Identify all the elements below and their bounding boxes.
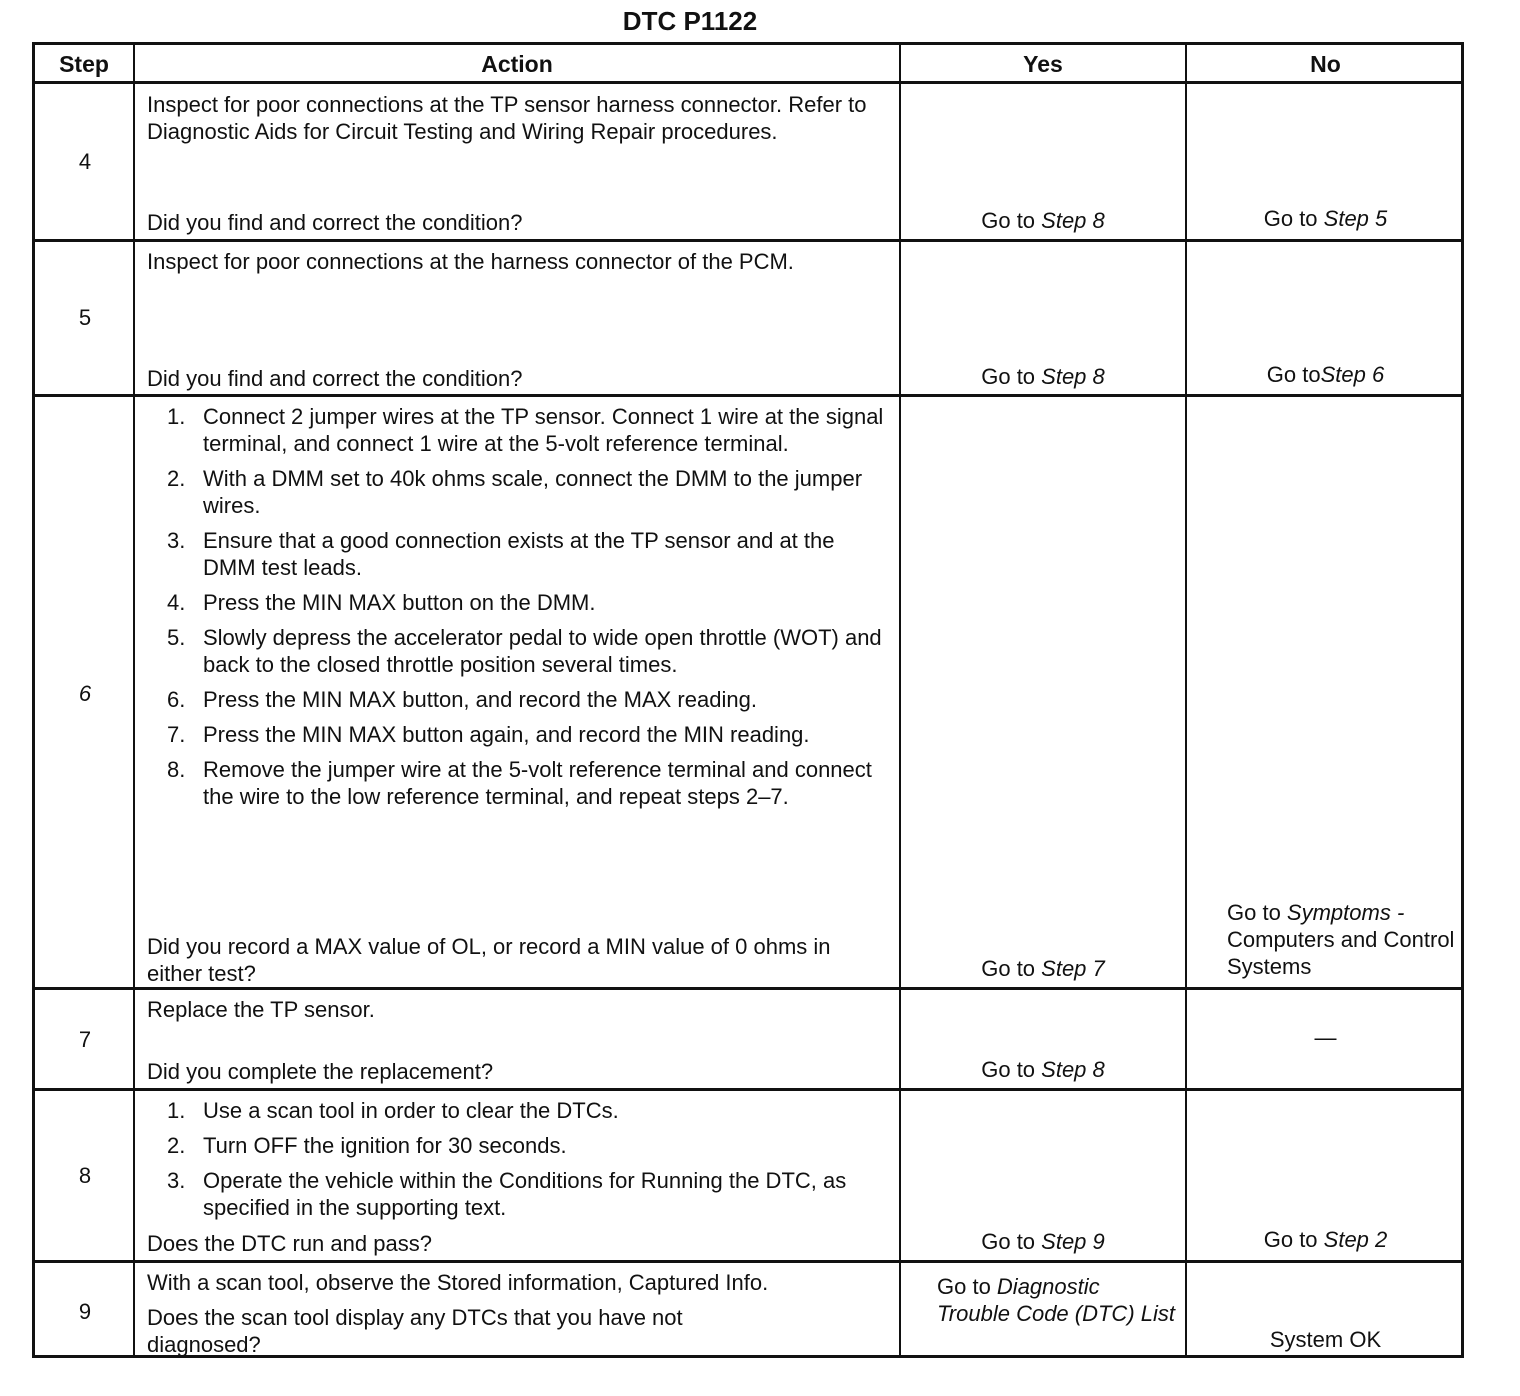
yes-result: Go to Step 9 [981,1229,1105,1254]
yes-result: Go to Step 8 [981,1057,1105,1082]
list-item: 8. Remove the jumper wire at the 5-volt reference terminal and connect the wire to the low reference terminal, and repeat steps 2–7. [167,757,872,809]
list-item: 1. Use a scan tool in order to clear the DTCs. [167,1098,619,1123]
row-divider [35,239,1461,242]
no-result: System OK [1269,1327,1382,1352]
no-result: Go toStep 6 [1266,362,1385,387]
step-number: 7 [78,1027,92,1052]
step-number: 8 [78,1163,92,1188]
yes-result: Go to Step 7 [981,956,1105,981]
row-divider [35,1088,1461,1091]
no-result: Go to Step 2 [1263,1227,1388,1252]
no-result: Go to Symptoms - Computers and Control Systems [1227,900,1455,979]
row-divider [35,1260,1461,1263]
list-item: 5. Slowly depress the accelerator pedal to wide open throttle (WOT) and back to the closed throttle position several times. [167,625,882,677]
yes-result: Go to Step 8 [981,364,1105,389]
header-action: Action [481,50,553,77]
action-question: Did you find and correct the condition? [147,210,523,235]
step-number: 9 [78,1299,92,1324]
header-no: No [1310,50,1341,77]
procedure-list [147,403,892,818]
list-item: 1. Connect 2 jumper wires at the TP sensor. Connect 1 wire at the signal terminal, and connect 1 wire at the 5-volt reference terminal. [167,404,884,456]
yes-result: Go to Step 8 [981,208,1105,233]
header-step: Step [59,50,109,77]
step-number: 4 [78,149,92,174]
page-title: DTC P1122 [622,6,758,36]
row-divider [35,394,1461,397]
action-text: Inspect for poor connections at the TP sensor harness connector. Refer to Diagnostic Aids for Circuit Testing and Wiring Repair procedures. [147,92,867,144]
no-result: Go to Step 5 [1263,206,1388,231]
action-question: Did you complete the replacement? [147,1059,494,1084]
row-divider [35,987,1461,990]
action-text: Inspect for poor connections at the harness connector of the PCM. [147,249,794,274]
list-item: 3. Operate the vehicle within the Conditions for Running the DTC, as specified in the supporting text. [167,1168,847,1220]
action-question: Does the DTC run and pass? [147,1231,432,1256]
action-question: Did you record a MAX value of OL, or record a MIN value of 0 ohms in either test? [147,934,831,986]
list-item: 3. Ensure that a good connection exists at the TP sensor and at the DMM test leads. [167,528,835,580]
list-item: 7. Press the MIN MAX button again, and record the MIN reading. [167,722,810,747]
list-item: 6. Press the MIN MAX button, and record the MAX reading. [167,687,757,712]
no-result: — [1314,1025,1337,1050]
procedure-list [147,1097,892,1229]
header-yes: Yes [1023,50,1063,77]
step-number: 5 [78,305,92,330]
action-text: Replace the TP sensor. [147,997,375,1022]
step-number: 6 [78,681,92,706]
diagnostic-table [32,42,1464,1358]
yes-result: Go to Diagnostic Trouble Code (DTC) List [937,1274,1175,1326]
list-item: 4. Press the MIN MAX button on the DMM. [167,590,596,615]
action-question: Did you find and correct the condition? [147,366,523,391]
action-question: Does the scan tool display any DTCs that you have not diagnosed? [147,1305,683,1357]
list-item: 2. Turn OFF the ignition for 30 seconds. [167,1133,567,1158]
action-text: With a scan tool, observe the Stored information, Captured Info. [147,1270,769,1295]
list-item: 2. With a DMM set to 40k ohms scale, connect the DMM to the jumper wires. [167,466,863,518]
